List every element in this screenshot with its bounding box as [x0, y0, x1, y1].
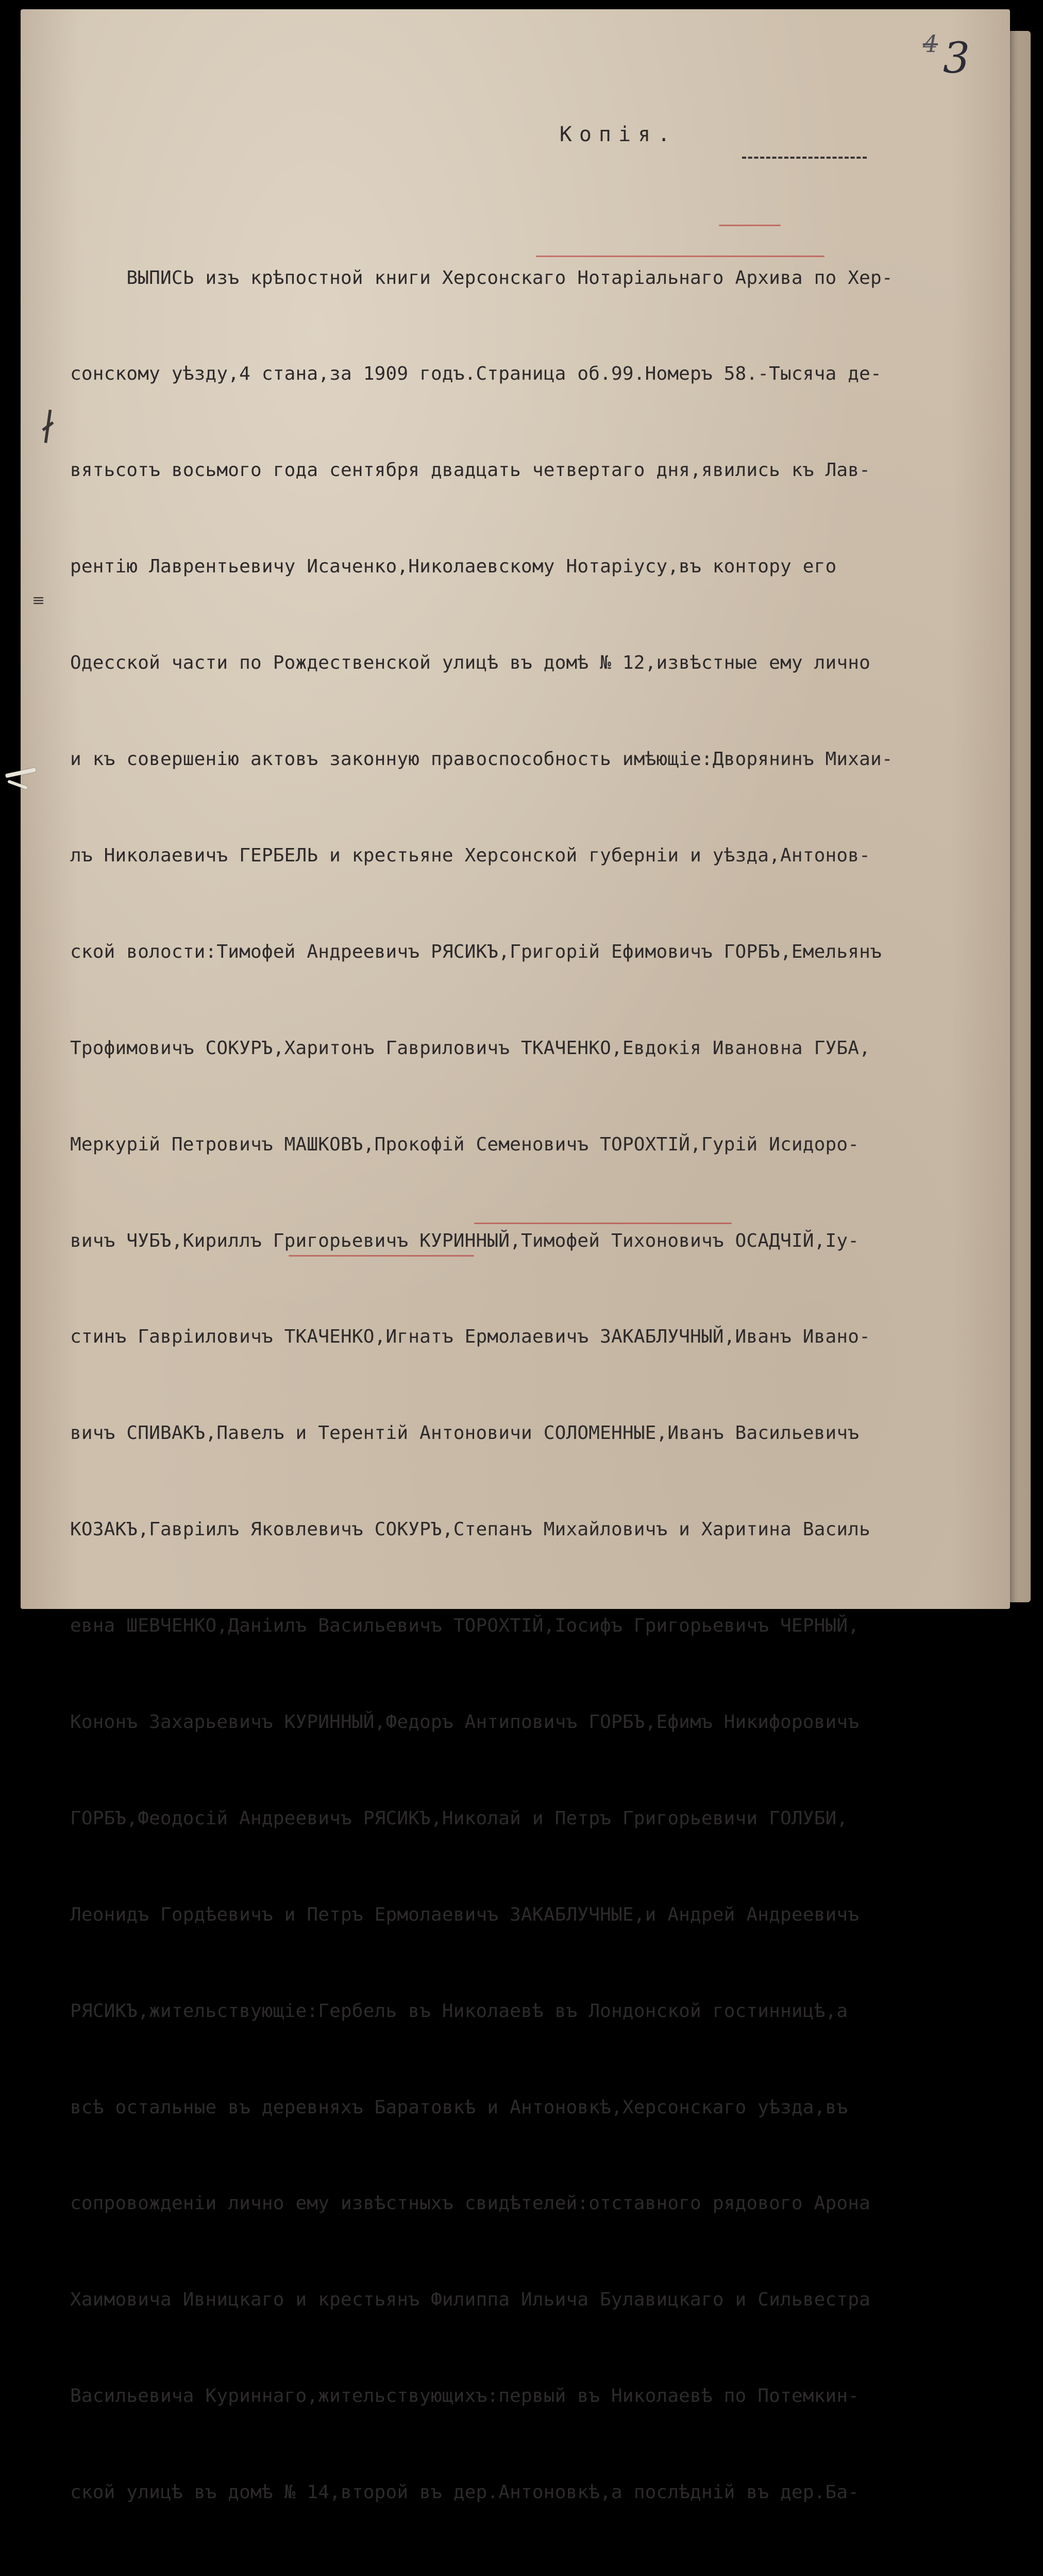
heading-underline [742, 157, 867, 159]
text-line: евна ШЕВЧЕНКО,Даніилъ Васильевичъ ТОРОХТІЙ,Іосифъ Григорьевичъ ЧЕРНЫЙ, [70, 1615, 860, 1637]
text-line: вичъ СПИВАКЪ,Павелъ и Терентій Антоновичи СОЛОМЕННЫЕ,Иванъ Васильевичъ [70, 1422, 860, 1444]
document-page [21, 9, 1010, 2503]
text-line: всѣ остальные въ деревняхъ Баратовкѣ и Антоновкѣ,Херсонскаго уѣзда,въ [70, 2096, 848, 2118]
text-line: ской волости:Тимофей Андреевичъ РЯСИКЪ,Григорій Ефимовичъ ГОРБЪ,Емельянъ [70, 941, 882, 962]
document-heading: Копія. [559, 123, 678, 146]
text-line: РЯСИКЪ,жительствующіе:Гербель въ Николаевѣ въ Лондонской гостинницѣ,а [70, 2000, 848, 2022]
margin-pencil-mark: ∤ [36, 405, 60, 449]
text-line: ВЫПИСЬ изъ крѣпостной книги Херсонскаго Нотаріальнаго Архива по Хер- [70, 267, 893, 289]
text-line: Леонидъ Гордѣевичъ и Петръ Ермолаевичъ ЗАКАБЛУЧНЫЕ,и Андрей Андреевичъ [70, 1904, 860, 1925]
text-line: КОЗАКЪ,Гавріилъ Яковлевичъ СОКУРЪ,Степанъ Михайловичъ и Харитина Василь [70, 1519, 871, 1540]
text-line: Одесской части по Рождественской улицѣ въ домѣ № 12,извѣстные ему лично [70, 652, 871, 674]
text-line: ГОРБЪ,Феодосій Андреевичъ РЯСИКЪ,Николай и Петръ Григорьевичи ГОЛУБИ, [70, 1807, 848, 1829]
text-line: сопровожденіи лично ему извѣстныхъ свидѣтелей:отставного рядового Арона [70, 2193, 871, 2214]
text-line: стинъ Гавріиловичъ ТКАЧЕНКО,Игнатъ Ермолаевичъ ЗАКАБЛУЧНЫЙ,Иванъ Ивано- [70, 1326, 871, 1348]
text-line: лъ Николаевичъ ГЕРБЕЛЬ и крестьяне Херсонской губерніи и уѣзда,Антонов- [70, 844, 871, 866]
document-body [70, 198, 998, 2576]
folio-number-old: 4 [922, 30, 938, 58]
folio-number [943, 34, 970, 83]
text-line: ской улицѣ въ домѣ № 14,второй въ дер.Антоновкѣ,а послѣдній въ дер.Ба- [70, 2482, 860, 2503]
text-line: и къ совершенію актовъ законную правоспособность имѣющіе:Дворянинъ Михаи- [70, 749, 893, 770]
margin-tick-mark: ≡ [32, 591, 45, 609]
text-line: вятьсотъ восьмого года сентября двадцать четвертаго дня,явились къ Лав- [70, 460, 871, 481]
text-line: рентію Лаврентьевичу Исаченко,Николаевскому Нотаріусу,въ контору его [70, 556, 837, 578]
text-line: Хаимовича Ивницкаго и крестьянъ Филиппа Ильича Булавицкаго и Сильвестра [70, 2289, 871, 2311]
text-line [70, 2573, 998, 2576]
text-line: вичъ ЧУБЪ,Кириллъ Григорьевичъ КУРИННЫЙ,Тимофей Тихоновичъ ОСАДЧІЙ,Іу- [70, 1230, 860, 1251]
text-line: сонскому уѣзду,4 стана,за 1909 годъ.Страница об.99.Номеръ 58.-Тысяча де- [70, 363, 882, 385]
text-line: Трофимовичъ СОКУРЪ,Харитонъ Гавриловичъ ТКАЧЕНКО,Евдокія Ивановна ГУБА, [70, 1037, 871, 1059]
text-line: Васильевича Куриннаго,жительствующихъ:первый въ Николаевѣ по Потемкин- [70, 2385, 860, 2407]
text-line: Меркурій Петровичъ МАШКОВЪ,Прокофій Семеновичъ ТОРОХТІЙ,Гурій Исидоро- [70, 1133, 860, 1155]
text-line: Кононъ Захарьевичъ КУРИННЫЙ,Федоръ Антиповичъ ГОРБЪ,Ефимъ Никифоровичъ [70, 1711, 860, 1733]
folio-number-new: 3 [943, 34, 970, 83]
